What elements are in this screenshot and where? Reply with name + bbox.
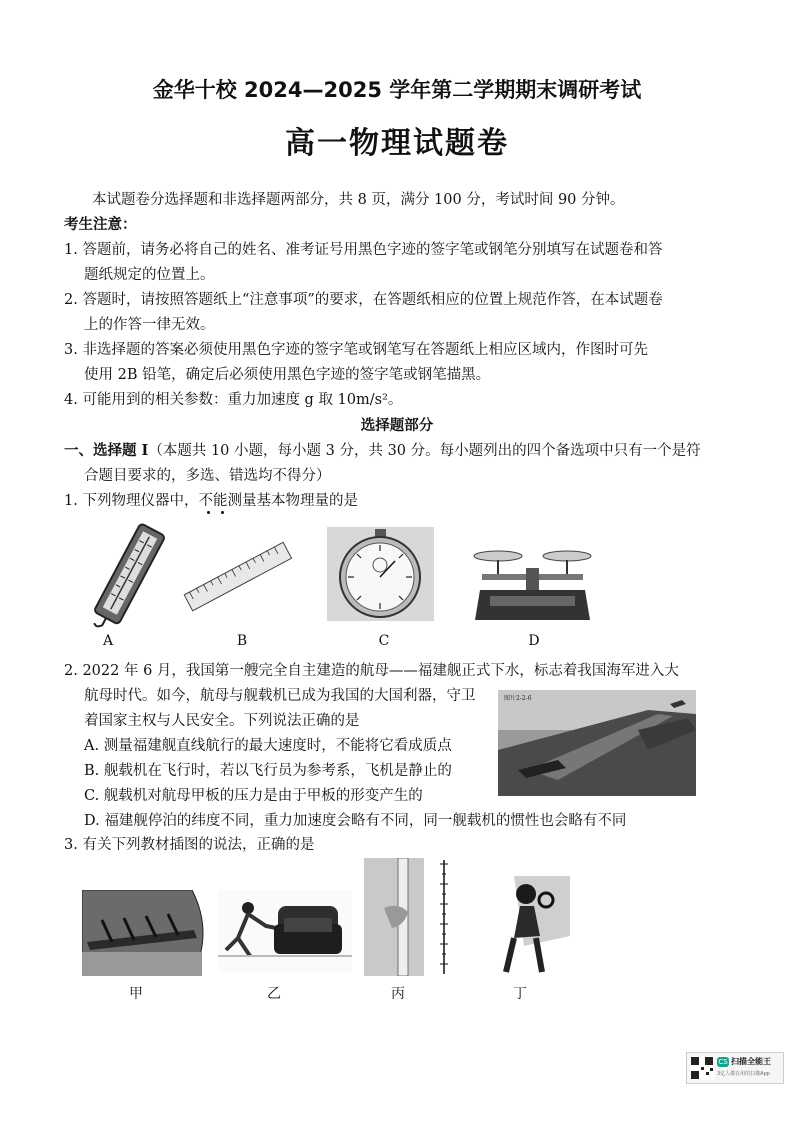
rowing-image (82, 890, 214, 976)
notice-item-4: 4. 可能用到的相关参数：重力加速度 g 取 10m/s²。 (64, 392, 403, 408)
intro-text: 本试题卷分选择题和非选择题两部分，共 8 页，满分 100 分，考试时间 90 分钟。 (92, 192, 625, 208)
part1-heading-line (64, 438, 701, 464)
part1-heading: 一、选择题 Ⅰ (64, 442, 149, 459)
notice-item-3-line1: 3. 非选择题的答案必须使用黑色字迹的签字笔或钢笔写在答题纸上相应区域内，作图时可先 (64, 342, 648, 358)
q2-option-a: A. 测量福建舰直线航行的最大速度时，不能将它看成质点 (84, 738, 452, 754)
q1-stem: 1. 下列物理仪器中，不能测量基本物理量的是 (64, 493, 358, 509)
emphasis-dot (207, 511, 210, 514)
balance-image (470, 540, 595, 622)
section-title: 选择题部分 (360, 418, 434, 434)
notice-heading: 考生注意： (64, 216, 137, 233)
spring-scale-image (84, 522, 174, 632)
q3-stem: 3. 有关下列教材插图的说法，正确的是 (64, 837, 315, 853)
q1-label-a: A (102, 633, 114, 649)
notice-item-2-line2: 上的作答一律无效。 (84, 317, 215, 333)
paper-title: 高一物理试题卷 (285, 126, 509, 161)
q2-option-b: B. 舰载机在飞行时，若以飞行员为参考系，飞机是静止的 (84, 763, 452, 779)
part1-desc-line2: 合题目要求的，多选、错选均不得分） (84, 468, 331, 484)
q3-label-bing: 丙 (391, 986, 405, 1002)
watermark-subtitle: 3亿人都在用的扫描App (717, 1071, 770, 1077)
ruler-image (180, 540, 295, 615)
ruler-reaction-image (364, 858, 458, 976)
q1-label-d: D (528, 633, 540, 649)
q3-label-ding: 丁 (513, 986, 527, 1002)
q2-stem-line3: 着国家主权与人民安全。下列说法正确的是 (84, 713, 360, 729)
notice-item-1-line1: 1. 答题前，请务必将自己的姓名、准考证号用黑色字迹的签字笔或钢笔分别填写在试题卷和答 (64, 242, 663, 258)
carrier-image (498, 690, 696, 796)
q2-stem-line1: 2. 2022 年 6 月，我国第一艘完全自主建造的航母——福建舰正式下水，标志着我国海军进入大 (64, 663, 679, 679)
hula-hoop-image (484, 876, 574, 976)
q2-stem-line2: 航母时代。如今，航母与舰载机已成为我国的大国利器，守卫 (84, 688, 476, 704)
notice-item-1-line2: 题纸规定的位置上。 (84, 267, 215, 283)
emphasis-dot (221, 511, 224, 514)
q3-label-yi: 乙 (267, 986, 281, 1002)
q1-label-b: B (236, 633, 248, 649)
part1-desc: （本题共 10 小题，每小题 3 分，共 30 分。每小题列出的四个备选项中只有一个是符 (148, 443, 701, 459)
notice-item-2-line1: 2. 答题时，请按照答题纸上“注意事项”的要求，在答题纸相应的位置上规范作答，在本试题卷 (64, 292, 663, 308)
watermark-title: 扫描全能王 (731, 1057, 771, 1066)
scanner-watermark (686, 1052, 784, 1084)
camscanner-logo-icon: CS (718, 1058, 728, 1066)
q3-label-jia: 甲 (129, 986, 143, 1002)
sofa-image (218, 890, 352, 972)
qr-code-icon (690, 1056, 714, 1080)
stopwatch-image (327, 527, 434, 621)
q1-label-c: C (378, 633, 390, 649)
carrier-image-caption: 图片2-2-6 (504, 695, 532, 702)
exam-title: 金华十校 2024—2025 学年第二学期期末调研考试 (152, 78, 642, 102)
q2-option-d: D. 福建舰停泊的纬度不同，重力加速度会略有不同，同一舰载机的惯性也会略有不同 (84, 813, 627, 829)
notice-item-3-line2: 使用 2B 铅笔，确定后必须使用黑色字迹的签字笔或钢笔描黑。 (84, 367, 491, 383)
q2-option-c: C. 舰载机对航母甲板的压力是由于甲板的形变产生的 (84, 788, 423, 804)
